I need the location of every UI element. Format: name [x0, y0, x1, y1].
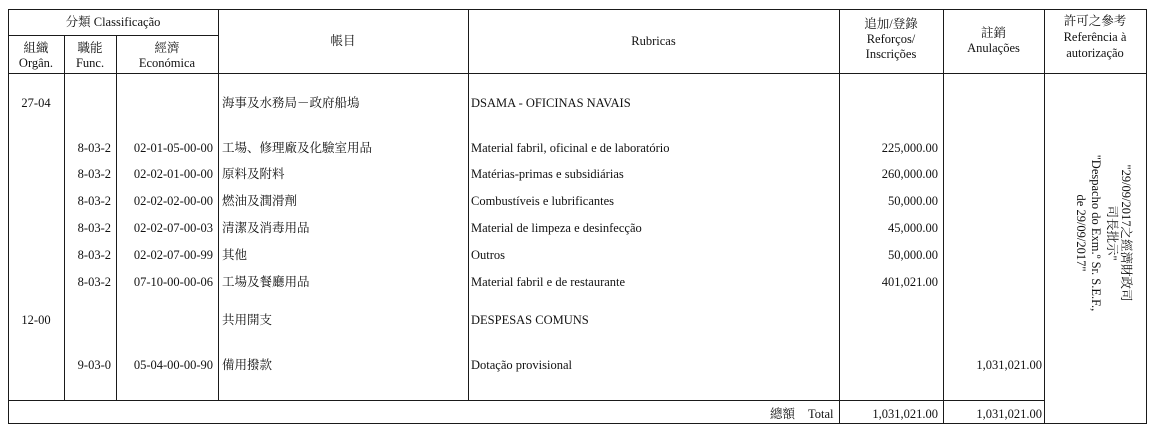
header-reinforcements-zh: 追加/登錄: [864, 17, 918, 31]
total-row-top-border: [8, 400, 1044, 401]
header-organic-pt: Orgân.: [18, 56, 54, 70]
cell-eco: 02-01-05-00-00: [133, 141, 213, 155]
cell-item-zh: 工場及餐廳用品: [222, 275, 310, 289]
cell-eco: 07-10-00-00-06: [133, 275, 213, 289]
col-divider-item: [468, 9, 469, 401]
classification-divider: [8, 35, 218, 36]
cell-eco: 02-02-07-00-03: [133, 221, 213, 235]
cell-rubrica: Material de limpeza e desinfecção: [471, 221, 642, 235]
cell-org: 12-00: [21, 313, 51, 327]
cell-reinforcement: 45,000.00: [888, 221, 938, 235]
cell-eco: 02-02-01-00-00: [133, 167, 213, 181]
cell-item-zh: 工場、修理廠及化驗室用品: [222, 141, 373, 155]
cell-item-zh: 海事及水務局－政府船塢: [222, 96, 360, 110]
header-reference-pt2: autorização: [1066, 46, 1124, 60]
cell-cancellation: 1,031,021.00: [976, 358, 1042, 372]
cell-rubrica: Matérias-primas e subsidiárias: [471, 167, 624, 181]
header-economic-zh: 經濟: [154, 41, 180, 55]
cell-func: 8-03-2: [77, 275, 111, 289]
authorization-reference: [1046, 88, 1146, 400]
total-reinforcement: 1,031,021.00: [872, 407, 938, 421]
header-organic-zh: 組織: [23, 41, 49, 55]
authorization-line-1: "29/09/2017之經濟財政司: [1119, 164, 1133, 302]
cell-rubrica: Dotação provisional: [471, 358, 573, 372]
col-divider-eco: [218, 9, 219, 401]
header-cancellations-pt: Anulações: [967, 41, 1020, 55]
table-border-bottom: [8, 423, 1146, 424]
cell-func: 8-03-2: [77, 221, 111, 235]
header-cancellations-zh: 註銷: [980, 26, 1006, 40]
header-functional-pt: Func.: [75, 56, 105, 70]
cell-item-zh: 共用開支: [222, 313, 273, 327]
header-rubricas: Rubricas: [631, 34, 676, 48]
total-label-zh: 總額: [770, 407, 796, 421]
cell-item-zh: 燃油及潤滑劑: [222, 194, 298, 208]
header-reference-pt1: Referência à: [1063, 30, 1127, 44]
table-border-right: [1146, 9, 1147, 424]
table-border-left: [8, 9, 9, 424]
cell-func: 8-03-2: [77, 248, 111, 262]
cell-func: 8-03-2: [77, 194, 111, 208]
header-bottom-border: [8, 73, 1146, 74]
authorization-line-3: "Despacho do Exm.º Sr. S.E.F.,: [1089, 154, 1103, 312]
col-divider-cancellation: [1044, 9, 1045, 424]
header-classification: 分類 Classificação: [65, 15, 161, 29]
cell-reinforcement: 401,021.00: [881, 275, 938, 289]
col-divider-func: [116, 35, 117, 401]
header-functional-zh: 職能: [77, 41, 103, 55]
col-divider-org: [64, 35, 65, 401]
cell-eco: 02-02-02-00-00: [133, 194, 213, 208]
cell-item-zh: 備用撥款: [222, 358, 273, 372]
cell-rubrica: Outros: [471, 248, 506, 262]
cell-rubrica: Combustíveis e lubrificantes: [471, 194, 615, 208]
cell-rubrica: Material fabril e de restaurante: [471, 275, 626, 289]
cell-reinforcement: 225,000.00: [881, 141, 938, 155]
header-reinforcements-pt2: Inscrições: [865, 47, 917, 61]
cell-eco: 05-04-00-00-90: [133, 358, 213, 372]
cell-rubrica: DESPESAS COMUNS: [471, 313, 589, 327]
table-border-top: [8, 9, 1146, 10]
authorization-line-4: de 29/09/2017": [1074, 194, 1088, 272]
header-economic-pt: Económica: [138, 56, 196, 70]
total-label-pt: Total: [808, 407, 834, 421]
authorization-reference-svg: [1046, 88, 1146, 400]
cell-rubrica: DSAMA - OFICINAS NAVAIS: [471, 96, 631, 110]
cell-item-zh: 其他: [222, 248, 248, 262]
cell-reinforcement: 50,000.00: [888, 194, 938, 208]
authorization-line-2: 司長批示": [1105, 205, 1119, 261]
cell-func: 8-03-2: [77, 141, 111, 155]
cell-func: 8-03-2: [77, 167, 111, 181]
col-divider-rubricas: [839, 9, 840, 424]
header-reference-zh: 許可之參考: [1063, 14, 1127, 28]
cell-item-zh: 原料及附料: [222, 167, 285, 181]
header-reinforcements-pt1: Reforços/: [866, 32, 916, 46]
cell-func: 9-03-0: [77, 358, 111, 372]
cell-reinforcement: 260,000.00: [881, 167, 938, 181]
cell-eco: 02-02-07-00-99: [133, 248, 213, 262]
cell-org: 27-04: [21, 96, 51, 110]
cell-reinforcement: 50,000.00: [888, 248, 938, 262]
total-cancellation: 1,031,021.00: [976, 407, 1042, 421]
cell-item-zh: 清潔及消毒用品: [222, 221, 310, 235]
cell-rubrica: Material fabril, oficinal e de laboratório: [471, 141, 670, 155]
header-item-zh: 帳目: [330, 34, 356, 48]
